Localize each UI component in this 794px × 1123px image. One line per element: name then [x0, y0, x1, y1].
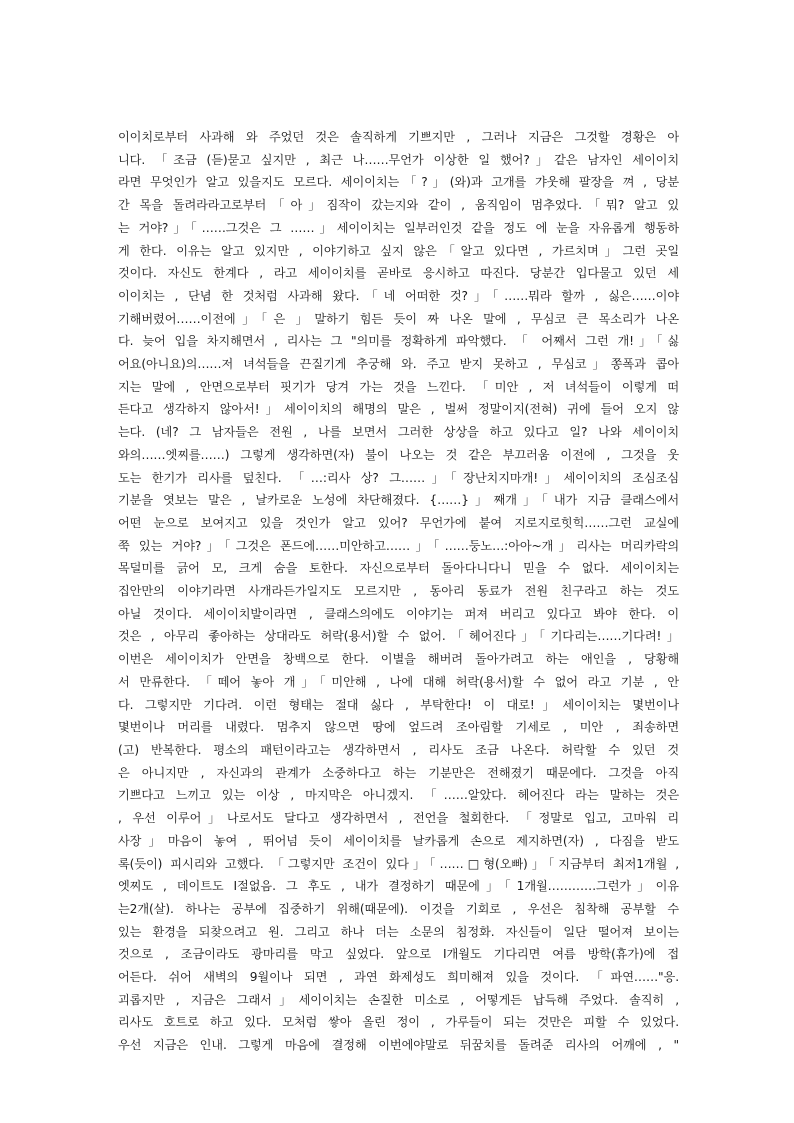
text-line: 도는 한기가 리사를 덮친다. 「…:리사 상? 그……」「장난치지마개!」세이이치의 조심조심	[118, 470, 679, 485]
text-line: 집안만의 이야기라면 사개라든가일지도 모르지만 , 동아리 동료가 전원 친구라고 하는 것도	[118, 584, 679, 599]
text-line: 기분을 엿보는 말은 , 날카로운 노성에 차단해졌다. {……}」째개」「내가 지금 클래스에서	[118, 493, 679, 508]
text-line: (고) 반복한다. 평소의 패턴이라고는 생각하면서 , 리사도 조금 나온다. 허락할 수 있던 것	[118, 742, 679, 757]
document-page	[118, 126, 679, 1057]
text-line: 어요(아니요)의……저 녀석들을 끈질기게 추궁해 와. 주고 받지 못하고 , 무심코」쫑폭과 콥아	[118, 357, 679, 372]
text-line: 니다. 「조금 (듣)묻고 싶지만 , 최근 나……무언가 이상한 일 했어?」같은 남자인 세이이치	[118, 152, 679, 167]
text-line: 라면 무엇인가 알고 있을지도 모르다. 세이이치는「?」(와)과 고개를 갸웃해 팔장을 껴 , 당분	[118, 175, 679, 190]
text-line: 몇번이나 머리를 내렸다. 멈추지 않으면 땅에 엎드려 조아림할 기세로 , 미안 , 죄송하면	[118, 720, 679, 735]
text-line: 게 한다. 이유는 알고 있지만 , 이야기하고 싶지 않은「알고 있다면 , 가르치며」그런 곳일	[118, 243, 679, 258]
text-line: 이번은 세이이치가 안면을 창백으로 한다. 이별을 해버려 돌아가려고 하는 애인을 , 당황해	[118, 652, 679, 667]
text-line: 어든다. 쉬어 새벽의 9월이나 되면 , 과연 화제성도 희미해져 있을 것이다. 「파연……"응.	[118, 970, 679, 985]
text-line: 록(듯이) 피시리와 고했다. 「그렇지만 조건이 있다」「……□형(오빠)」「지금부터 최저1개월 ,	[118, 856, 679, 871]
text-line: 우선 지금은 인내. 그렇게 마음에 결정해 이번에야말로 뒤꿈치를 돌려준 리사의 어깨에 , "	[118, 1038, 679, 1053]
text-line: 지는 말에 , 안면으로부터 핏기가 당겨 가는 것을 느낀다. 「미안 , 저 녀석들이 이렇게 떠	[118, 379, 679, 394]
text-line: 리사도 호트로 하고 있다. 모처럼 쌓아 올린 정이 , 가루들이 되는 것만은 피할 수 있었다.	[118, 1015, 679, 1030]
text-line: 괴롭지만 , 지금은 그래서」세이이치는 손질한 미소로 , 어떻게든 납득해 주었다. 솔직히 ,	[118, 992, 679, 1007]
text-line: 기해버렸어……이전에」「은 」말하기 힘든 듯이 짜 나온 말에 , 무심코 큰 목소리가 나온	[118, 311, 679, 326]
text-line: 사장」마음이 놓여 , 뛰어넘 듯이 세이이치를 날카롭게 손으로 제지하면(자) , 다짐을 받도	[118, 833, 679, 848]
text-line: 아닐 것이다. 세이이치발이라면 , 클래스의에도 이야기는 퍼져 버리고 있다고 봐야 한다. 이	[118, 606, 679, 621]
text-line: 어떤 눈으로 보여지고 있을 것인가 알고 있어? 무언가에 붙여 지로지로힛힉……그런 교실에	[118, 515, 679, 530]
text-line: 든다고 생각하지 않아서!」세이이치의 해명의 말은 , 벌써 정말이지(전혀) 귀에 들어 오지 않	[118, 402, 679, 417]
text-line: 이이치로부터 사과해 와 주었던 것은 솔직하게 기쁘지만 , 그러나 지금은 그것할 경황은 아	[118, 130, 679, 144]
text-line: 것은 , 아무리 좋아하는 상대라도 허락(용서)할 수 없어.「헤어진다」「기다리는……기다려!」	[118, 629, 679, 644]
text-line: 간 목을 돌려라라고로부터「아」짐작이 갔는지와 같이 , 움직임이 멈추었다.「뭐? 알고 있	[118, 198, 679, 213]
text-line: 와의……엣찌를……) 그렇게 생각하면(자) 불이 나오는 것 같은 부끄러움 이전에 , 그것을 웃	[118, 447, 679, 462]
text-line: 기쁘다고 느끼고 있는 이상 , 마지막은 아니겠지. 「……알았다. 헤어진다 라는 말하는 것은	[118, 788, 679, 803]
text-line: 엣찌도 , 데이트도 I절없음. 그 후도 , 내가 결정하기 때문에」「1개월…………그런가」이유	[118, 879, 679, 894]
text-line: 것이다. 자신도 한계다 , 라고 세이이치를 곧바로 응시하고 따진다. 당분간 입다물고 있던 세	[118, 266, 679, 281]
text-line: 다. 그렇지만 기다려. 이런 형태는 절대 싫다 , 부탁한다! 이 대로!」세이이치는 몇번이나	[118, 697, 679, 712]
text-line: 것으로 , 조금이라도 광마리를 막고 싶었다. 앞으로 I개월도 기다리면 여름 방학(휴가)에 접	[118, 947, 679, 962]
text-line: 다. 늦어 입을 차지해면서 , 리사는 그 "의미를 정확하게 파악했다. 「 어째서 그런 개!」「싫	[118, 334, 679, 349]
text-line: , 우선 이루어」나로서도 달다고 생각하면서 , 전언을 철회한다. 「정말로 입고, 고마워 리	[118, 811, 679, 826]
text-line: 있는 환경을 되찾으려고 원. 그리고 하나 더는 소문의 침정화. 자신들이 일단 떨어져 보이는	[118, 924, 679, 939]
text-line: 이이치는 , 단념 한 것처럼 사과해 왔다.「네 어떠한 것?」「……뭐라 할까 , 싫은……이야	[118, 288, 679, 303]
text-line: 는2개(살). 하나는 공부에 집중하기 위해(때문에). 이것을 기회로 , 우선은 침착해 공부할 수	[118, 901, 679, 916]
text-line: 서 만류한다. 「떼어 놓아 개」「미안해 , 나에 대해 허락(용서)할 수 없어 라고 기분 , 안	[118, 674, 679, 689]
text-line: 는 거야?」「……그것은 그 ……」세이이치는 일부러인것 같을 정도 에 눈을 자유롭게 행동하	[118, 220, 679, 235]
text-line: 목덜미를 긁어 모, 크게 숨을 토한다. 자신으로부터 돌아다니다니 믿을 수 없다. 세이이치는	[118, 561, 679, 576]
text-line: 는다. (네? 그 남자들은 전원 , 나를 보면서 그러한 상상을 하고 있다고 일? 나와 세이이치	[118, 425, 679, 440]
text-line: 쭉 있는 거야?」「그것은 폰드에……미안하고……」「……둥노…:아아~개」리사는 머리카락의	[118, 538, 679, 553]
text-line: 은 아니지만 , 자신과의 관계가 소중하다고 하는 기분만은 전해졌기 때문에다. 그것을 아직	[118, 765, 679, 780]
